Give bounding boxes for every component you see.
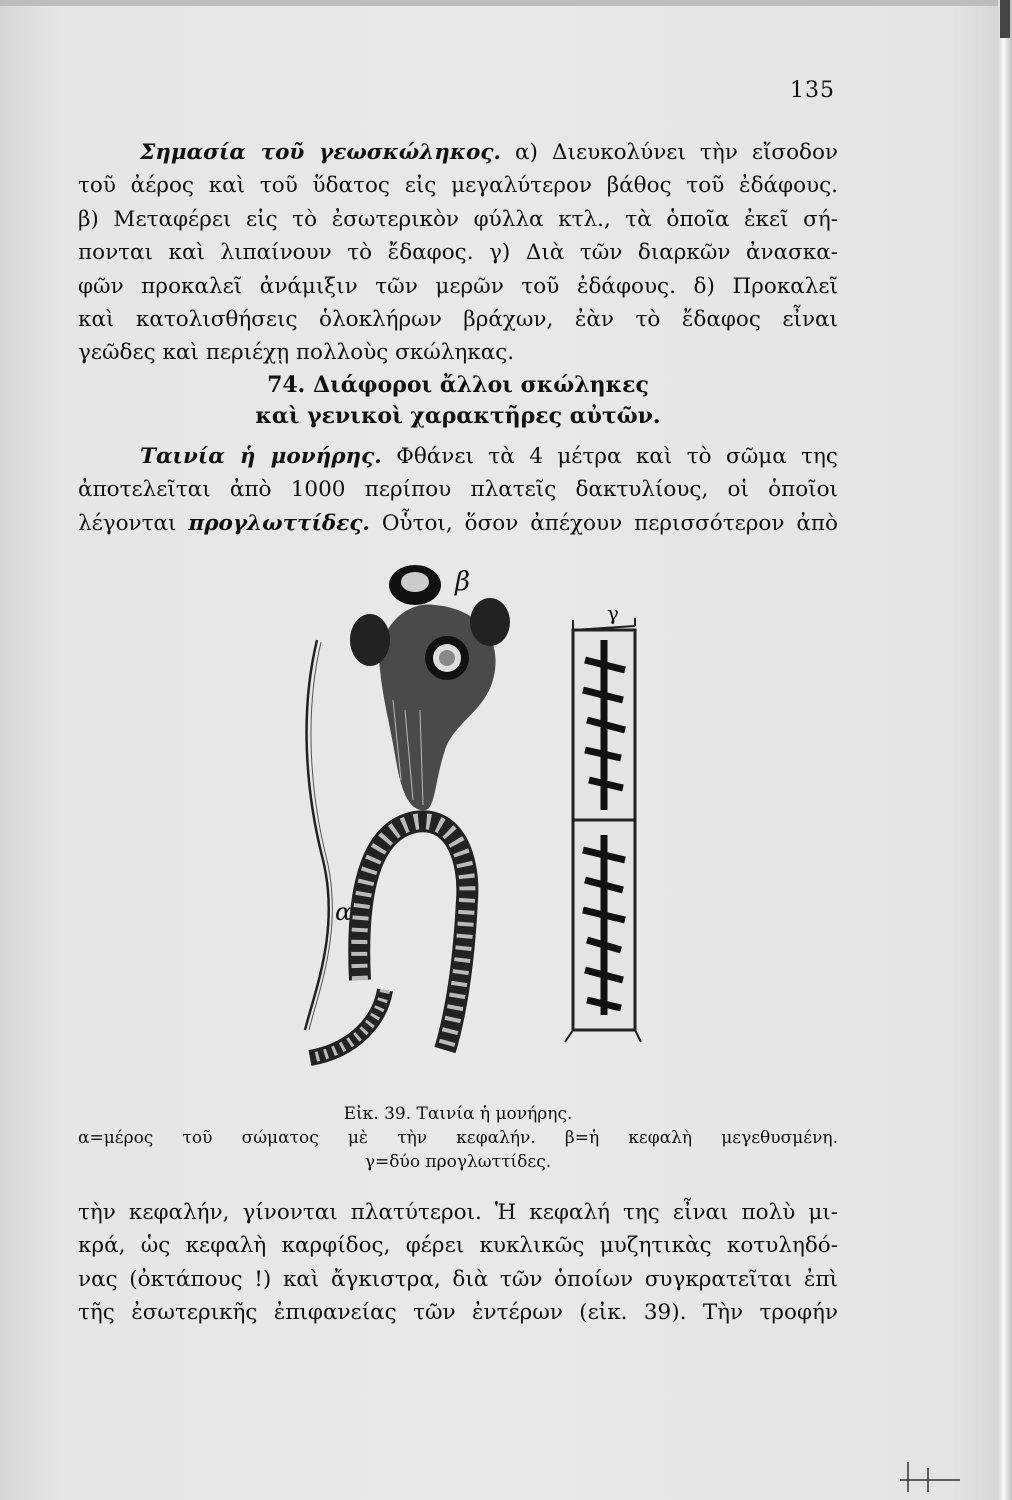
paragraph-heading: Σημασία τοῦ γεωσκώληκος. xyxy=(140,140,501,165)
text-line: τοῦ ἀέρος καὶ τοῦ ὕδατος εἰς μεγαλύτερον βάθος τοῦ ἐδάφους. xyxy=(78,173,838,199)
text-line: νας (ὀκτάπους !) καὶ ἄγκιστρα, διὰ τῶν ὁποίων συγκρατεῖται ἐπὶ xyxy=(78,1266,838,1292)
section-title-line: καὶ γενικοὶ χαρακτῆρες αὐτῶν. xyxy=(255,403,661,429)
body-strand xyxy=(305,640,329,1030)
section-title xyxy=(78,370,838,432)
caption-legend: α=μέρος τοῦ σώματος μὲ τὴν κεφαλήν. β=ἡ κεφαλὴ μεγεθυσμένη. xyxy=(78,1128,838,1148)
paragraph-tapeworm xyxy=(78,440,838,540)
label-gamma: γ xyxy=(607,601,619,625)
crop-mark xyxy=(900,1462,960,1492)
text-line xyxy=(78,507,838,540)
caption-title: Εἰκ. 39. Ταινία ἡ μονήρης. xyxy=(343,1104,573,1124)
text-line: τὴν κεφαλήν, γίνονται πλατύτεροι. Ἡ κεφαλή της εἶναι πολὺ μι- xyxy=(78,1200,838,1225)
text-fragment: α) Διευκολύνει τὴν εἴσοδον xyxy=(515,140,838,165)
label-alpha: α xyxy=(335,898,352,926)
text-line: β) Μεταφέρει εἰς τὸ ἐσωτερικὸν φύλλα κτλ., τὰ ὁποῖα ἐκεῖ σή- xyxy=(78,206,838,232)
binding-mark xyxy=(1000,0,1010,38)
paragraph-heading: Ταινία ἡ μονήρης. xyxy=(140,444,382,469)
page-number: 135 xyxy=(790,78,835,103)
term-proglottids: προγλωττίδες. xyxy=(188,510,370,536)
text-fragment: Φθάνει τὰ 4 μέτρα καὶ τὸ σῶμα της xyxy=(396,444,838,469)
page-top-edge xyxy=(0,0,1012,6)
section-title-line: 74. Διάφοροι ἄλλοι σκώληκες xyxy=(267,372,649,398)
page-right-edge xyxy=(998,0,1012,1500)
paragraph-earthworm-importance xyxy=(78,136,838,370)
text-fragment: Οὗτοι, ὅσον ἀπέχουν περισσότερον ἀπὸ xyxy=(381,510,838,536)
text-line xyxy=(78,440,838,473)
text-line: τῆς ἐσωτερικῆς ἐπιφανείας τῶν ἐντέρων (εἰκ. 39). Τὴν τροφήν xyxy=(78,1300,838,1326)
paragraph-tapeworm-head xyxy=(78,1196,838,1330)
text-line: γεῶδες καὶ περιέχῃ πολλοὺς σκώληκας. xyxy=(78,340,515,366)
text-line: πονται καὶ λιπαίνουν τὸ ἔδαφος. γ) Διὰ τῶν διαρκῶν ἀνασκα- xyxy=(78,240,838,266)
caption-legend: γ=δύο προγλωττίδες. xyxy=(364,1152,552,1172)
tapeworm-illustration xyxy=(295,560,675,1080)
text-fragment: λέγονται xyxy=(78,510,177,536)
proglottids xyxy=(565,618,641,1042)
magnified-head xyxy=(350,565,510,810)
figure-caption xyxy=(78,1102,838,1174)
text-line: φῶν προκαλεῖ ἀνάμιξιν τῶν μερῶν τοῦ ἐδάφους. δ) Προκαλεῖ xyxy=(78,273,838,299)
segmented-body xyxy=(310,821,467,1058)
text-line: κρά, ὡς κεφαλὴ καρφίδος, φέρει κυκλικῶς μυζητικὰς κοτυληδό- xyxy=(78,1233,838,1259)
label-beta: β xyxy=(455,567,471,597)
text-line xyxy=(78,136,838,169)
text-line: καὶ κατολισθήσεις ὁλοκλήρων βράχων, ἐὰν τὸ ἔδαφος εἶναι xyxy=(78,307,838,333)
text-line: ἀποτελεῖται ἀπὸ 1000 περίπου πλατεῖς δακτυλίους, οἱ ὁποῖοι xyxy=(78,477,838,503)
figure-tapeworm xyxy=(295,560,675,1080)
